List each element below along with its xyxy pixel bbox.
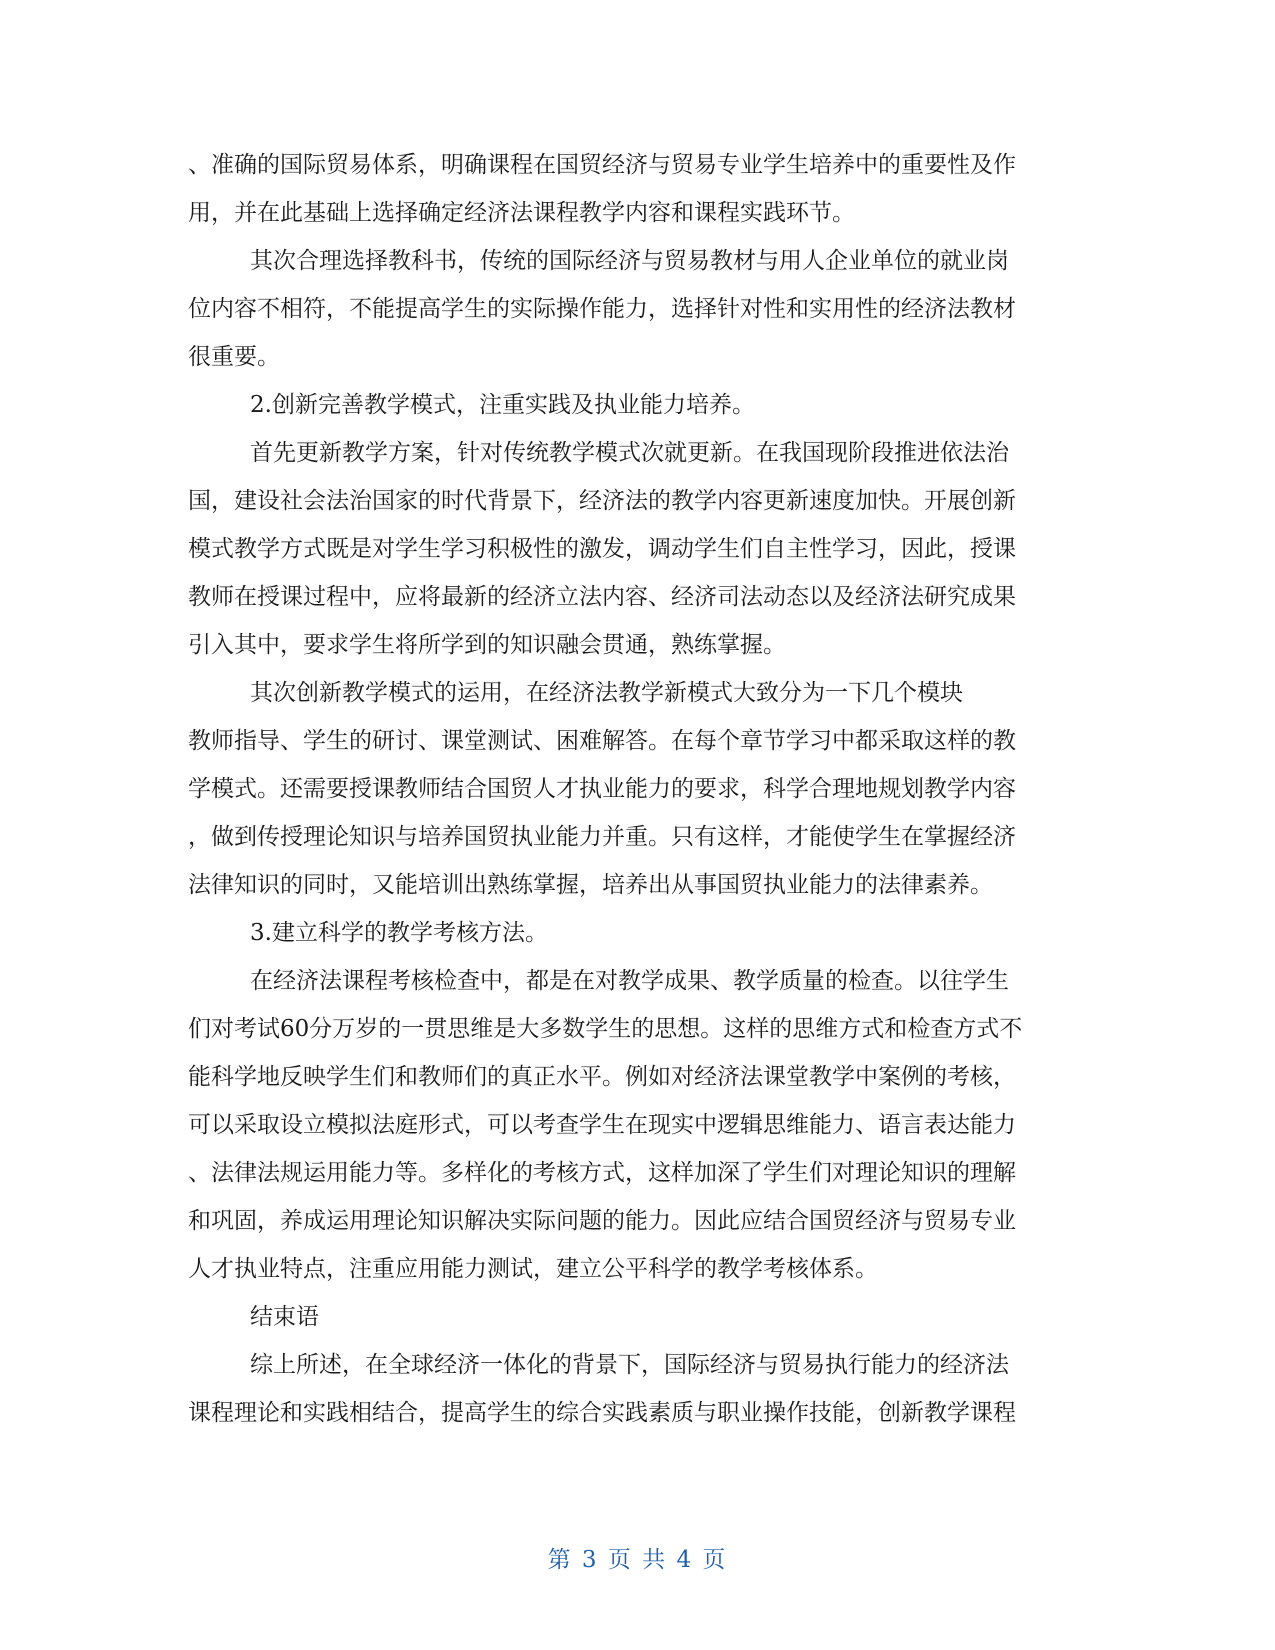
section-heading: 2.创新完善教学模式，注重实践及执业能力培养。: [250, 392, 755, 418]
text-line: 模式教学方式既是对学生学习积极性的激发，调动学生们自主性学习，因此，授课: [188, 536, 1016, 562]
text-line: 用，并在此基础上选择确定经济法课程教学内容和课程实践环节。: [188, 200, 855, 226]
text-line: 和巩固，养成运用理论知识解决实际问题的能力。因此应结合国贸经济与贸易专业: [188, 1208, 1016, 1234]
text-line: ，做到传授理论知识与培养国贸执业能力并重。只有这样，才能使学生在掌握经济: [188, 824, 1016, 850]
text-line: 能科学地反映学生们和教师们的真正水平。例如对经济法课堂教学中案例的考核，: [188, 1064, 1016, 1090]
text-line: 法律知识的同时，又能培训出熟练掌握，培养出从事国贸执业能力的法律素养。: [188, 872, 993, 898]
text-line: 学模式。还需要授课教师结合国贸人才执业能力的要求，科学合理地规划教学内容: [188, 776, 1016, 802]
paragraph-first-line: 首先更新教学方案，针对传统教学模式次就更新。在我国现阶段推进依法治: [250, 440, 1009, 466]
text-line: 很重要。: [188, 344, 280, 370]
paragraph-first-line: 其次合理选择教科书，传统的国际经济与贸易教材与用人企业单位的就业岗: [250, 248, 1009, 274]
text-line: 、法律法规运用能力等。多样化的考核方式，这样加深了学生们对理论知识的理解: [188, 1160, 1016, 1186]
section-heading: 3.建立科学的教学考核方法。: [250, 920, 548, 946]
text-line: 引入其中，要求学生将所学到的知识融会贯通，熟练掌握。: [188, 632, 786, 658]
section-heading: 结束语: [250, 1304, 319, 1330]
text-line: 、准确的国际贸易体系，明确课程在国贸经济与贸易专业学生培养中的重要性及作: [188, 152, 1016, 178]
text-line: 可以采取设立模拟法庭形式，可以考查学生在现实中逻辑思维能力、语言表达能力: [188, 1112, 1016, 1138]
document-body: [188, 141, 1088, 1437]
paragraph-first-line: 综上所述，在全球经济一体化的背景下，国际经济与贸易执行能力的经济法: [250, 1352, 1009, 1378]
page-number-footer: 第 3 页 共 4 页: [547, 1547, 728, 1573]
text-line: 教师指导、学生的研讨、课堂测试、困难解答。在每个章节学习中都采取这样的教: [188, 728, 1016, 754]
text-line: 位内容不相符，不能提高学生的实际操作能力，选择针对性和实用性的经济法教材: [188, 296, 1016, 322]
paragraph-first-line: 在经济法课程考核检查中，都是在对教学成果、教学质量的检查。以往学生: [250, 968, 1009, 994]
text-line: 人才执业特点，注重应用能力测试，建立公平科学的教学考核体系。: [188, 1256, 878, 1282]
text-line: 课程理论和实践相结合，提高学生的综合实践素质与职业操作技能，创新教学课程: [188, 1400, 1016, 1426]
text-line: 国，建设社会法治国家的时代背景下，经济法的教学内容更新速度加快。开展创新: [188, 488, 1016, 514]
paragraph-first-line: 其次创新教学模式的运用，在经济法教学新模式大致分为一下几个模块: [250, 680, 963, 706]
text-line: 们对考试60分万岁的一贯思维是大多数学生的思想。这样的思维方式和检查方式不: [188, 1016, 1023, 1042]
text-line: 教师在授课过程中，应将最新的经济立法内容、经济司法动态以及经济法研究成果: [188, 584, 1016, 610]
